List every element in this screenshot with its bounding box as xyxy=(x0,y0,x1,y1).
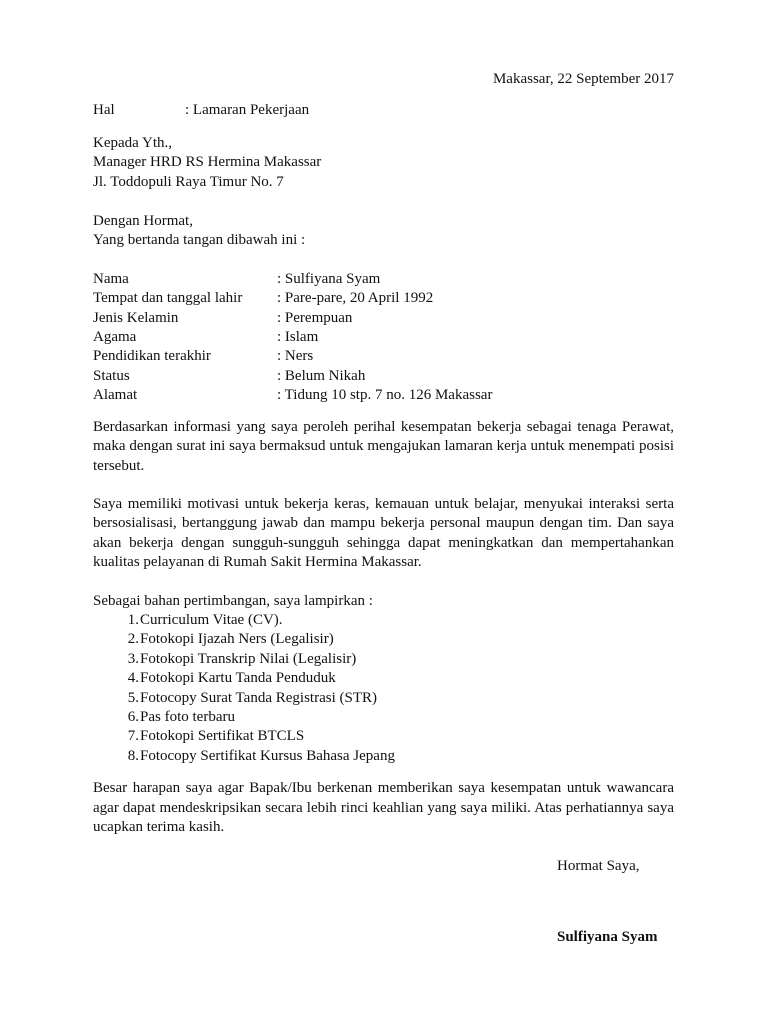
identity-label: Status xyxy=(93,367,130,384)
subject-line xyxy=(93,101,674,120)
attachment-number: 7. xyxy=(127,728,139,745)
closing-salutation: Hormat Saya, xyxy=(557,858,640,874)
identity-row xyxy=(93,347,492,366)
letter-date: Makassar, 22 September 2017 xyxy=(492,71,674,87)
attachment-item xyxy=(93,611,674,630)
paragraph-intent: Berdasarkan informasi yang saya peroleh perihal kesempatan bekerja sebagai tenaga Perawat, maka dengan surat ini saya bermaksud untuk mengajukan lamaran kerja untuk menempati posisi tersebut. xyxy=(93,418,674,474)
attachment-text: Curriculum Vitae (CV). xyxy=(140,611,283,628)
identity-label: Nama xyxy=(93,270,129,287)
identity-label: Alamat xyxy=(93,387,138,404)
identity-row xyxy=(93,386,492,405)
attachments-intro: Sebagai bahan pertimbangan, saya lampirkan : xyxy=(93,592,373,609)
attachment-number: 5. xyxy=(127,689,139,706)
recipient-block xyxy=(93,134,674,192)
letter-body xyxy=(93,70,674,837)
attachment-text: Pas foto terbaru xyxy=(140,708,235,725)
attachment-item xyxy=(93,650,674,669)
identity-value: : Belum Nikah xyxy=(277,367,366,384)
attachment-number: 1. xyxy=(127,611,139,628)
identity-value: : Islam xyxy=(277,329,319,346)
attachment-text: Fotokopi Ijazah Ners (Legalisir) xyxy=(140,631,334,648)
identity-label: Agama xyxy=(93,329,137,346)
identity-value: : Ners xyxy=(277,348,314,365)
attachment-number: 2. xyxy=(127,631,139,648)
attachment-number: 3. xyxy=(127,650,139,667)
recipient-line: Kepada Yth., xyxy=(93,134,172,151)
subject-value: : Lamaran Pekerjaan xyxy=(185,102,310,119)
subject-label: Hal xyxy=(93,102,115,119)
attachment-text: Fotocopy Surat Tanda Registrasi (STR) xyxy=(140,689,377,706)
paragraph-motivation: Saya memiliki motivasi untuk bekerja keras, kemauan untuk belajar, menyukai interaksi serta bersosialisasi, bertanggung jawab dan mampu bekerja personal maupun dengan tim. Dan saya akan bekerja dengan sungguh-sungguh sehingga dapat meningkatkan dan mempertahankan kualitas pelayanan di Rumah Sakit Hermina Makassar. xyxy=(93,495,674,571)
identity-row xyxy=(93,328,492,347)
identity-row xyxy=(93,289,492,308)
identity-label: Tempat dan tanggal lahir xyxy=(93,290,243,307)
attachment-item xyxy=(93,689,674,708)
identity-row xyxy=(93,309,492,328)
identity-row xyxy=(93,270,492,289)
attachment-number: 8. xyxy=(127,747,139,764)
identity-value: : Perempuan xyxy=(277,309,353,326)
recipient-line: Jl. Toddopuli Raya Timur No. 7 xyxy=(93,173,284,190)
attachment-text: Fotocopy Sertifikat Kursus Bahasa Jepang xyxy=(140,747,395,764)
attachment-item xyxy=(93,708,674,727)
identity-label: Jenis Kelamin xyxy=(93,309,179,326)
attachment-text: Fotokopi Kartu Tanda Penduduk xyxy=(140,670,336,687)
attachment-item xyxy=(93,669,674,688)
identity-value: : Tidung 10 stp. 7 no. 126 Makassar xyxy=(277,387,493,404)
greeting-block xyxy=(93,212,674,251)
identity-value: : Pare-pare, 20 April 1992 xyxy=(277,290,434,307)
greeting-line: Dengan Hormat, xyxy=(93,213,193,230)
signature-name: Sulfiyana Syam xyxy=(557,929,658,945)
attachment-number: 4. xyxy=(127,670,139,687)
greeting-line: Yang bertanda tangan dibawah ini : xyxy=(93,232,306,249)
recipient-line: Manager HRD RS Hermina Makassar xyxy=(93,154,322,171)
attachment-item xyxy=(93,727,674,746)
identity-value: : Sulfiyana Syam xyxy=(277,270,381,287)
attachment-text: Fotokopi Sertifikat BTCLS xyxy=(140,728,305,745)
attachment-text: Fotokopi Transkrip Nilai (Legalisir) xyxy=(140,650,357,667)
identity-table xyxy=(93,270,492,406)
attachments-list xyxy=(93,611,674,766)
paragraph-closing: Besar harapan saya agar Bapak/Ibu berkenan memberikan saya kesempatan untuk wawancara agar dapat mendeskripsikan secara lebih rinci keahlian yang saya miliki. Atas perhatiannya saya ucapkan terima kasih. xyxy=(93,780,674,835)
attachment-number: 6. xyxy=(127,708,139,725)
identity-label: Pendidikan terakhir xyxy=(93,348,211,365)
attachment-item xyxy=(93,630,674,649)
identity-row xyxy=(93,367,492,386)
attachment-item xyxy=(93,747,674,766)
